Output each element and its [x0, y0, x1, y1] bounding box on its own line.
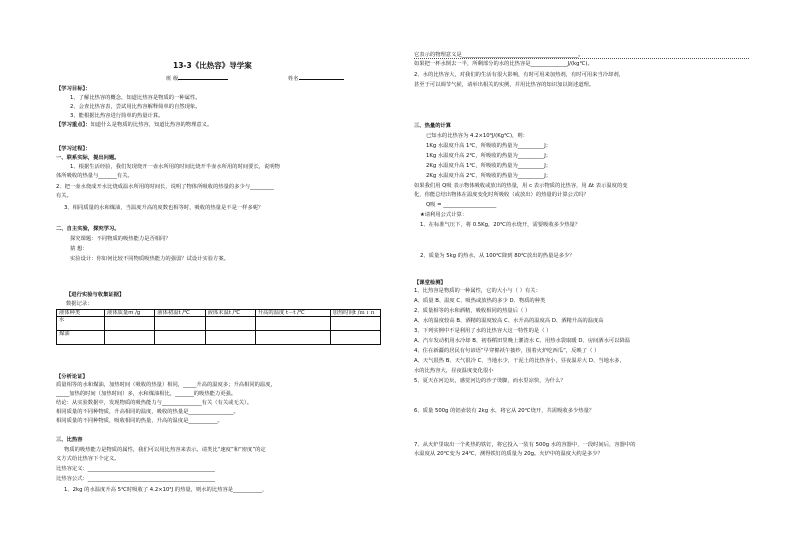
- section1-heading: 一、联系实际，提出问题。: [56, 155, 120, 161]
- check-line: 2、质量相等的水和酒精，吸收相同的热量后（ ）: [414, 308, 531, 314]
- meaning-line: 它表示的物理意义是____________________________________________。: [414, 52, 584, 58]
- section1-line: 2、把一壶水烧成开水比烧成温水所用的时间长，说明了物体所吸收的热量的多少与_________: [56, 184, 274, 190]
- heat-line: 如果我们用 Q吸 表示物体吸收或放出的热量，用 c 表示物质的比热容，用 Δt 表示温度的变: [414, 183, 628, 189]
- table-cell[interactable]: [105, 331, 155, 345]
- section1-line: 3、相同质量的水和煤油，当温度升高的度数也相等时，吸收的热量是不是一样多呢？: [64, 205, 264, 211]
- objective-line: 1、了解比热容的概念，知道比热容是物质的一种属性。: [70, 95, 201, 101]
- check-line: A、水的温度较高 B、酒精的温度较高 C、水升高的温度高 D、酒精升高的温度高: [414, 318, 604, 324]
- section2-heading: 二、自主实验，探究学习。: [56, 226, 120, 232]
- class-label: 班 级: [166, 74, 228, 82]
- check-line: 3、下列实例中不是利用了水的比热容大这一特性的是（ ）: [414, 328, 552, 334]
- section3-line: 比热容公式：________________________________________________: [56, 476, 215, 482]
- table-row: [57, 331, 381, 345]
- calc-question: 2、质量为 5kg 的热水，从 100℃降到 80℃放出的热量是多少？: [420, 253, 575, 259]
- check-line: A、质量 B、温度 C、吸热或放热的多少 D、物质的种类: [414, 298, 546, 304]
- right-column: [412, 0, 752, 550]
- table-cell[interactable]: [205, 317, 255, 331]
- analysis-line: 相同质量的不同种物质，吸收相同的热量，升高的温度是___________。: [56, 418, 223, 424]
- heat-line: 化，你能总结出物体在温度变化时所吸收（或放出）的热量的计算公式吗？: [414, 192, 589, 198]
- check-line: A、天气很热 B、天气很冷 C、当地水少，干泥土的比热容小，昼夜温差大 D、当地水多，: [414, 358, 625, 364]
- heat-line: 已知水的比热容为 4.2×10³J/(Kg℃)，则：: [426, 133, 528, 139]
- divider: [414, 58, 749, 59]
- record-heading: 【进行实验与收集证据】: [66, 292, 125, 298]
- data-table: [56, 309, 381, 345]
- section1-line: 有关。: [56, 193, 72, 199]
- heat-line: ★请利用公式计算：: [420, 212, 468, 218]
- check-line: 水的比热容大，昼夜温度变化很小: [414, 368, 494, 374]
- heat-line: 1Kg 水温度升高 1℃，所吸收的热量为__________J；: [426, 143, 552, 149]
- table-header-cell: 液体末温t /℃: [205, 310, 255, 317]
- table-cell[interactable]: [105, 317, 155, 331]
- name-label: 姓名: [288, 74, 344, 82]
- meaning-line: 如果把一杯水倒去一半，所剩部分的水的比热容是______________J/(kg℃)。: [414, 61, 593, 67]
- process-heading: 【学习过程】：: [56, 146, 91, 152]
- key-point: 【学习重点】：知道什么是物质的比热容，知道比热容的物理意义。: [56, 122, 213, 128]
- meaning-line: 甚至于可以调节气候，请举出相关的实例，并用比热容的知识加以简述道理。: [414, 82, 595, 88]
- analysis-line: 相同质量的不同种物质，升高相同的温度，吸收的热量是_________________。: [56, 409, 239, 415]
- table-header-cell: 液体种类: [57, 310, 105, 317]
- table-header-cell: 加热时间t /ｍｉｎ: [330, 310, 380, 317]
- section2-line: 实验设计：你如何比较不同物质吸热能力的强弱？试设计实验方案。: [70, 256, 229, 262]
- heat-line: 1、在标准气压下，将 0.5Kg，20℃的水烧开，需要吸收多少热量？: [420, 222, 581, 228]
- table-cell[interactable]: [205, 331, 255, 345]
- objectives-heading: 【学习目标】：: [56, 86, 91, 92]
- section3-line: 1、2kg 的水温度升高 5℃时吸收了 4.2×10³J 的热量，则水的比热容是___________，: [64, 487, 268, 493]
- section1-line: 体所吸收的热量与_______有关。: [56, 173, 133, 179]
- table-cell[interactable]: [330, 317, 380, 331]
- section3-line: 物质的吸热能力是物质的属性，我们可以用比热容来表示。请类比“速度”和“密度”的定: [64, 447, 266, 453]
- table-cell[interactable]: [255, 317, 330, 331]
- section3-heading: 三、比热容: [56, 437, 83, 443]
- analysis-line: _____加热的时间（加热时间）多，水和煤油相比，_______的吸热能力更强。: [56, 391, 237, 397]
- table-cell: 煤油: [57, 331, 105, 345]
- check-line: 5、夏天在河边玩，感觉河边的沙子烫脚，而水里凉快，为什么？: [414, 378, 566, 384]
- heat-formula: Q吸 = ____________________: [426, 202, 497, 208]
- heat-line: 1Kg 水温度升高 2℃，所吸收的热量为__________J；: [426, 153, 552, 159]
- table-cell[interactable]: [330, 331, 380, 345]
- check-heading: 【课堂检测】: [414, 280, 446, 286]
- analysis-line: 结论：从实验数据中，发现物质的吸热能力与_______________有关（有关或无关）。: [56, 400, 252, 406]
- heat-line: 2Kg 水温度升高 1℃，所吸收的热量为__________J；: [426, 163, 552, 169]
- meaning-line: 2、水的比热容大，对我们的生活有很大影响，有时可用来加热剂，有时可用来当冷却剂，: [414, 72, 624, 78]
- question-6: 6、质量 500g 的铝壶装有 2kg 水，将它从 20℃烧开，共需吸收多少热量？: [414, 408, 595, 414]
- question-7-line: 水温度从 20℃变为 24℃，测得铁钉的质量为 20g。火炉中的温度大约是多少？: [414, 451, 603, 457]
- page-title: 13-3《比热容》导学案: [173, 61, 252, 70]
- check-line: 1、比热容是物质的一种属性，它的大小与（ ）有关：: [414, 288, 541, 294]
- objective-line: 3、能根据比热容进行简单的热量计算。: [70, 113, 164, 119]
- section1-line: 1、根据生活经验，我们发现烧开一壶水所用的时间比烧开半壶水所用的时间要长，说明物: [70, 164, 280, 170]
- analysis-line: 质量相等的水和煤油，加热时间（吸收的热量）相同，_____升高的温度多；升高相同的温度，: [56, 382, 276, 388]
- analysis-heading: 【分析论证】: [56, 374, 88, 380]
- table-cell[interactable]: [155, 331, 205, 345]
- check-line: A、汽车发动机用水冷却 B、初春稻田里晚上灌清水 C、用热水袋取暖 D、房间洒水可以降温: [414, 338, 631, 344]
- heat-line: 2Kg 水温度升高 2℃，所吸收的热量为__________J；: [426, 173, 552, 179]
- objective-line: 2、会查比热容表，尝试用比热容解释简单的自然现象。: [70, 104, 201, 110]
- table-header-cell: 液体初温t /℃: [155, 310, 205, 317]
- table-cell[interactable]: [255, 331, 330, 345]
- section4-heading: 三、热量的计算: [414, 123, 452, 129]
- section2-line: 探究课题：不同物质的吸热能力是否相同？: [70, 236, 171, 242]
- table-cell[interactable]: [155, 317, 205, 331]
- section3-line: 比热容定义：________________________________________________: [56, 466, 215, 472]
- question-7-line: 7、从火炉里取出一个炙热的铁钉，将它投入一装有 500g 水的容器中，一段时间后，容器中的: [414, 442, 636, 448]
- table-header-cell: 升高的温度 t－t /℃: [255, 310, 330, 317]
- table-cell: 水: [57, 317, 105, 331]
- table-row: [57, 317, 381, 331]
- record-subheading: 数据记录：: [66, 301, 93, 307]
- left-column: [48, 0, 393, 550]
- table-header-cell: 液体质量m /g: [105, 310, 155, 317]
- section2-line: 猜 想：: [70, 246, 88, 252]
- table-header-row: [57, 310, 381, 317]
- check-line: 4、住在新疆的居民有句谚语“早穿棉袄午披纱，围着火炉吃西瓜”，反映了（ ）: [414, 348, 600, 354]
- section3-line: 义方式给比热容下个定义。: [56, 456, 120, 462]
